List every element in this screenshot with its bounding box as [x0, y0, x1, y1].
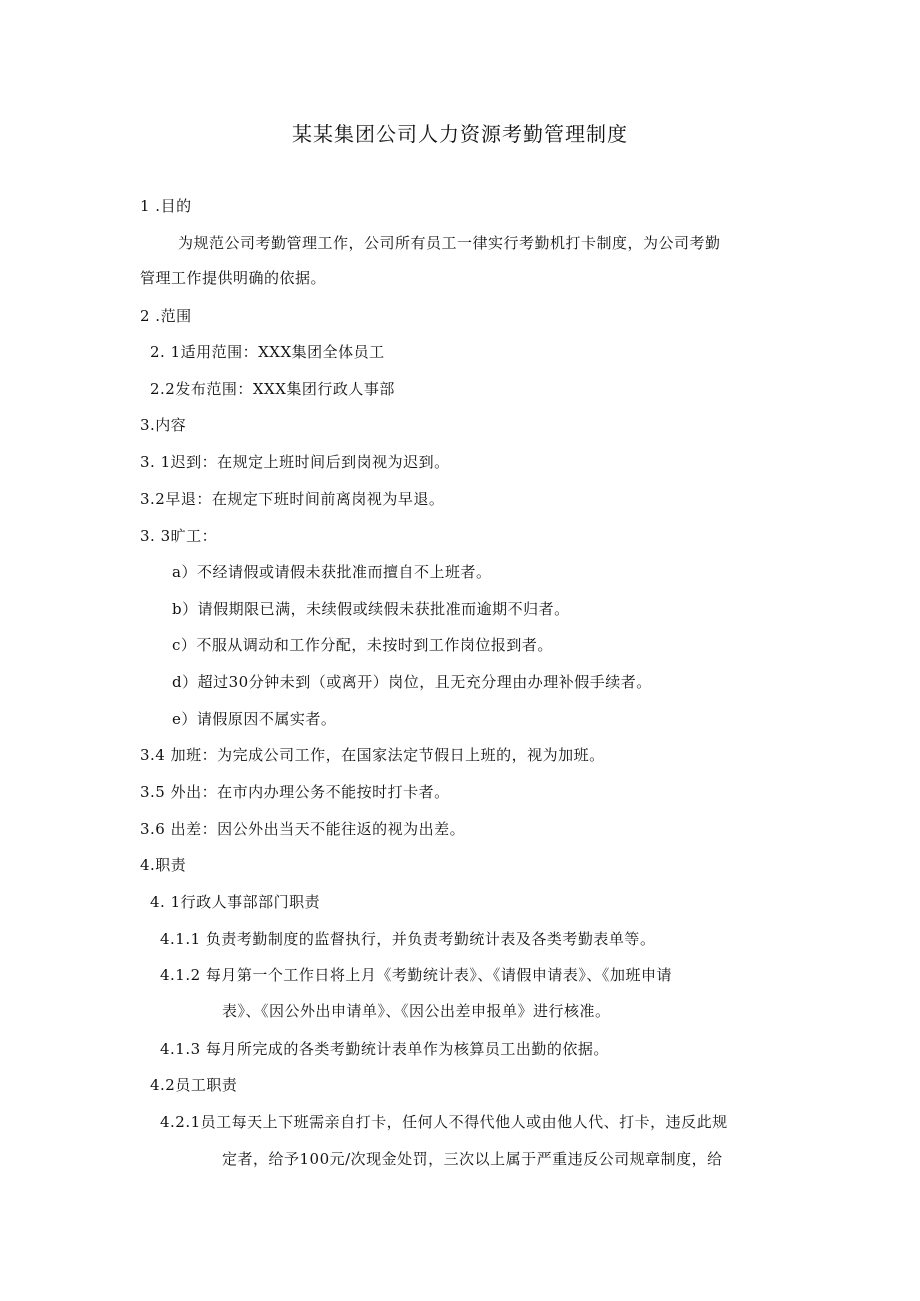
list-item: a）不经请假或请假未获批准而擅自不上班者。	[172, 563, 492, 581]
clause-text: 3. 1迟到：在规定上班时间后到岗视为迟到。	[140, 453, 450, 471]
clause-text-continued: 定者，给予100元/次现金处罚，三次以上属于严重违反公司规章制度，给	[222, 1150, 723, 1168]
clause-text: 4.1.3 每月所完成的各类考勤统计表单作为核算员工出勤的依据。	[160, 1040, 609, 1058]
subsection-heading: 4.2员工职责	[150, 1076, 238, 1094]
clause-text: 3.2早退：在规定下班时间前离岗视为早退。	[140, 490, 445, 508]
page-title: 某某集团公司人力资源考勤管理制度	[292, 122, 628, 146]
clause-text-continued: 表》、《因公外出申请单》、《因公出差申报单》进行核准。	[222, 1002, 611, 1020]
list-item: d）超过30分钟未到（或离开）岗位，且无充分理由办理补假手续者。	[172, 673, 652, 691]
clause-text: 3.4 加班：为完成公司工作，在国家法定节假日上班的，视为加班。	[140, 746, 605, 764]
clause-text: 4.2.1员工每天上下班需亲自打卡，任何人不得代他人或由他人代、打卡，违反此规	[160, 1113, 728, 1131]
subsection-heading: 4. 1行政人事部部门职责	[150, 893, 321, 911]
list-item: b）请假期限已满，未续假或续假未获批准而逾期不归者。	[172, 600, 570, 618]
clause-text: 4.1.2 每月第一个工作日将上月《考勤统计表》、《请假申请表》、《加班申请	[160, 966, 672, 984]
section-heading-purpose: 1 .目的	[140, 197, 192, 215]
clause-text: 3.5 外出：在市内办理公务不能按时打卡者。	[140, 783, 450, 801]
section-heading-scope: 2 .范围	[140, 307, 192, 325]
clause-text: 2.2发布范围：XXX集团行政人事部	[150, 380, 395, 398]
paragraph-text: 为规范公司考勤管理工作，公司所有员工一律实行考勤机打卡制度，为公司考勤	[178, 234, 721, 252]
list-item: c）不服从调动和工作分配，未按时到工作岗位报到者。	[172, 636, 553, 654]
clause-text: 3. 3旷工：	[140, 527, 218, 545]
clause-text: 2. 1适用范围：XXX集团全体员工	[150, 343, 385, 361]
list-item: e）请假原因不属实者。	[172, 710, 337, 728]
section-heading-content: 3.内容	[140, 416, 187, 434]
clause-text: 3.6 出差：因公外出当天不能往返的视为出差。	[140, 820, 466, 838]
clause-text: 4.1.1 负责考勤制度的监督执行，并负责考勤统计表及各类考勤表单等。	[160, 930, 656, 948]
paragraph-text: 管理工作提供明确的依据。	[140, 269, 327, 287]
section-heading-responsibilities: 4.职责	[140, 856, 187, 874]
